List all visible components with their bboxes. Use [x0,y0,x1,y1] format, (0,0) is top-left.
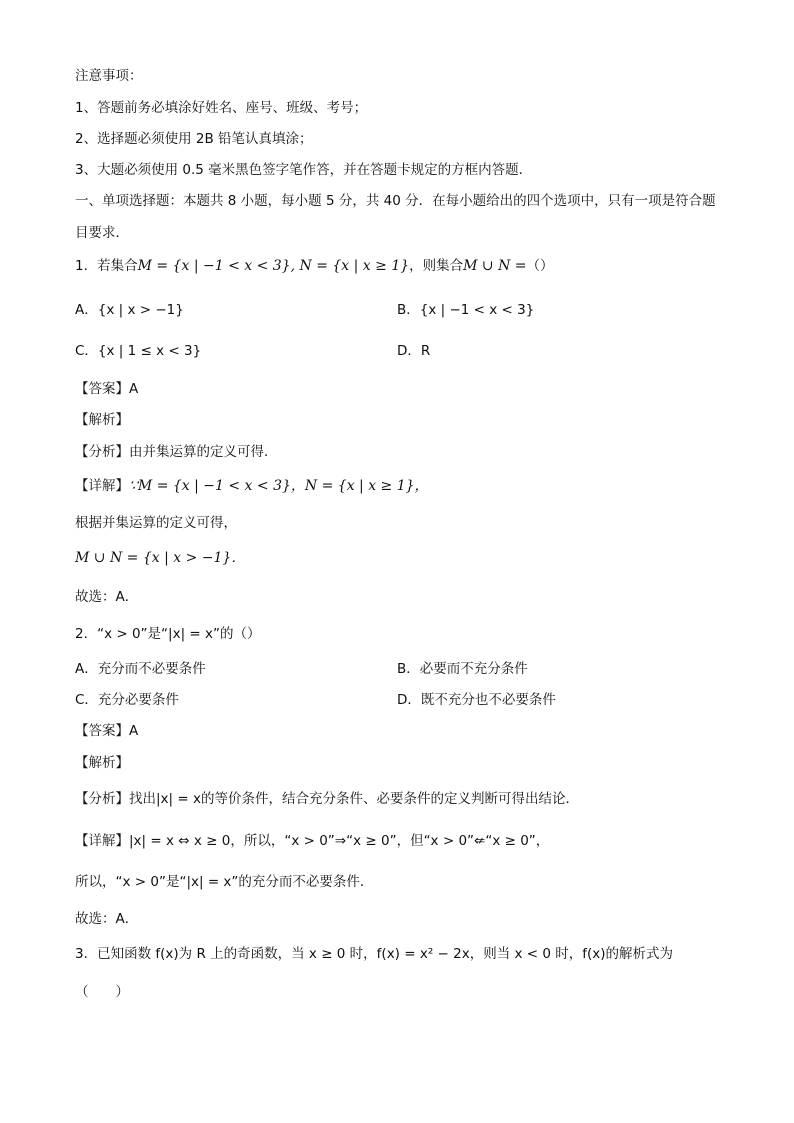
q1-choose: 故选：A． [75,589,139,605]
q2-fenxi: 【分析】找出|x| = x的等价条件，结合充分条件、必要条件的定义判断可得出结论． [75,791,579,807]
q2-option-b: B．必要而不充分条件 [397,661,528,677]
notice-item-1: 1、答题前务必填涂好姓名、座号、班级、考号； [75,100,368,116]
notice-item-2: 2、选择题必须使用 2B 铅笔认真填涂； [75,131,313,147]
q1-option-c: C．{x | 1 ≤ x < 3} [75,343,202,359]
q1-answer: 【答案】A [75,381,139,397]
q2-option-a: A．充分而不必要条件 [75,661,206,677]
q2-conclusion: 所以，“x > 0”是“|x| = x”的充分而不必要条件． [75,874,374,890]
q1-line-result: M ∪ N = {x | x > −1}． [75,550,246,566]
q3-paren: （ ） [75,984,129,1000]
q1-stem-mid: ，则集合 [409,258,464,274]
q1-option-b: B．{x | −1 < x < 3} [397,302,535,318]
q1-line-def: 根据并集运算的定义可得， [75,515,237,531]
q1-stem-prefix: 1．若集合 [75,258,138,274]
q1-xiangjie-math: ∵M = {x | −1 < x < 3}，N = {x | x ≥ 1}， [129,478,429,494]
q3-stem: 3．已知函数 f(x)为 R 上的奇函数，当 x ≥ 0 时，f(x) = x² − 2x，则当 x < 0 时，f(x)的解析式为 [75,946,674,962]
q1-stem [75,256,554,276]
q1-xiangjie-prefix: 【详解】 [75,478,129,494]
notice-item-3: 3、大题必须使用 0.5 毫米黑色签字笔作答，并在答题卡规定的方框内答题． [75,162,533,178]
q2-analysis-tag: 【解析】 [75,755,129,771]
q2-stem: 2．“x > 0”是“|x| = x”的（） [75,626,261,642]
q2-option-c: C．充分必要条件 [75,692,179,708]
q2-choose: 故选：A． [75,911,139,927]
q2-answer: 【答案】A [75,723,139,739]
q2-xiangjie: 【详解】|x| = x ⇔ x ≥ 0，所以，“x > 0”⇒“x ≥ 0”，但“x > 0”⇍“x ≥ 0”， [75,833,550,849]
q1-xiangjie [75,476,429,496]
q1-option-a: A．{x | x > −1} [75,302,184,318]
q1-stem-math2: M ∪ N = [463,258,527,274]
section-intro-line2: 目要求． [75,225,129,241]
q1-fenxi: 【分析】由并集运算的定义可得． [75,444,278,460]
notice-heading: 注意事项： [75,68,143,84]
q1-stem-math: M = {x | −1 < x < 3}, N = {x | x ≥ 1} [137,258,410,274]
q1-analysis-tag: 【解析】 [75,412,129,428]
section-intro-line1: 一、单项选择题：本题共 8 小题，每小题 5 分，共 40 分．在每小题给出的四个选项中，只有一项是符合题 [75,193,716,209]
q1-stem-suffix: （） [526,258,554,274]
q1-option-d: D．R [397,343,431,359]
q2-option-d: D．既不充分也不必要条件 [397,692,556,708]
